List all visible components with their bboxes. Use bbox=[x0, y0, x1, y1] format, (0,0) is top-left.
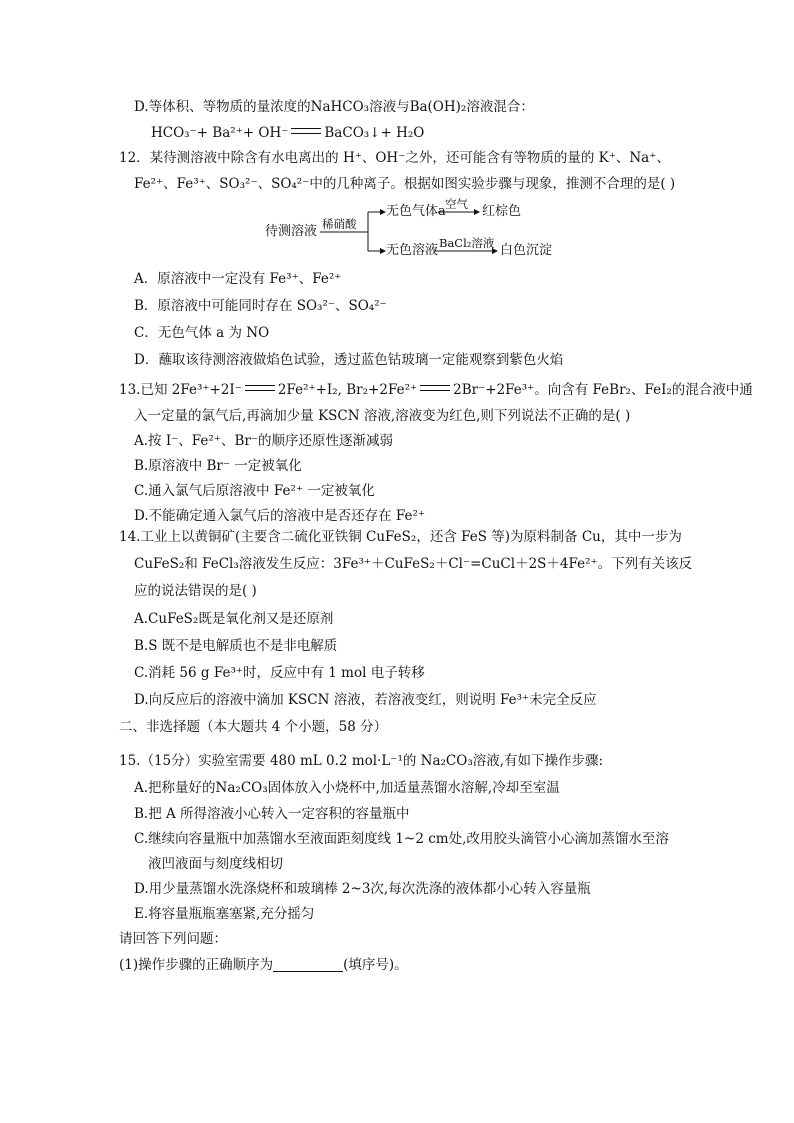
q13-stem-part2: 2Fe²⁺+I₂, Br₂+2Fe²⁺ bbox=[277, 382, 418, 398]
q11-eq-right: BaCO₃↓+ H₂O bbox=[324, 125, 425, 141]
section-heading: 二、非选择题（本大题共 4 个小题，58 分） bbox=[119, 719, 388, 735]
q14-option-b: B.S 既不是电解质也不是非电解质 bbox=[134, 638, 338, 654]
q15-stem: 15.（15分）实验室需要 480 mL 0.2 mol·L⁻¹的 Na₂CO₃溶液,有如下操作步骤: bbox=[119, 753, 604, 769]
q15-step-c: C.继续向容量瓶中加蒸馏水至液面距刻度线 1~2 cm处,改用胶头滴管小心滴加蒸馏水至溶 bbox=[134, 831, 669, 847]
q12-stem-line2: Fe²⁺、Fe³⁺、SO₃²⁻、SO₄²⁻中的几种离子。根据如图实验步骤与现象，推测不合理的是( ) bbox=[134, 176, 676, 192]
q14-option-c: C.消耗 56 g Fe³⁺时，反应中有 1 mol 电子转移 bbox=[134, 665, 425, 681]
q13-option-a: A.按 I⁻、Fe²⁺、Br⁻的顺序还原性逐渐减弱 bbox=[134, 433, 393, 449]
q11-equation bbox=[151, 124, 424, 142]
q14-stem-line3: 应的说法错误的是( ) bbox=[134, 583, 257, 599]
q12-option-a: A．原溶液中一定没有 Fe³⁺、Fe²⁺ bbox=[134, 271, 342, 287]
q13-option-b: B.原溶液中 Br⁻ 一定被氧化 bbox=[134, 458, 302, 474]
q14-option-a: A.CuFeS₂既是氧化剂又是还原剂 bbox=[134, 611, 334, 627]
q15-step-b: B.把 A 所得溶液小心转入一定容积的容量瓶中 bbox=[134, 806, 410, 822]
q14-stem-line2: CuFeS₂和 FeCl₃溶液发生反应：3Fe³⁺＋CuFeS₂＋Cl⁻=CuCl＋2S＋4Fe²⁺。下列有关该反 bbox=[134, 556, 693, 572]
equals-arrow-icon bbox=[291, 128, 321, 134]
arrowhead-icon bbox=[474, 209, 480, 215]
flow-gas-result: 红棕色 bbox=[482, 204, 522, 219]
q13-option-c: C.通入氯气后原溶液中 Fe²⁺ 一定被氧化 bbox=[134, 483, 375, 499]
q14-option-d: D.向反应后的溶液中滴加 KSCN 溶液，若溶液变红，则说明 Fe³⁺未完全反应 bbox=[134, 692, 597, 708]
equals-arrow-icon bbox=[245, 385, 275, 391]
q15-prompt: 请回答下列问题： bbox=[119, 931, 227, 947]
q15-sub1 bbox=[119, 956, 408, 974]
q15-sub1-text: (1)操作步骤的正确顺序为 bbox=[119, 957, 274, 973]
q14-stem-line1: 14.工业上以黄铜矿(主要含二硫化亚铁铜 CuFeS₂，还含 FeS 等)为原料制备 Cu，其中一步为 bbox=[119, 529, 682, 545]
q15-sub1-suffix: (填序号)。 bbox=[343, 957, 408, 973]
q15-step-a: A.把称量好的Na₂CO₃固体放入小烧杯中,加适量蒸馏水溶解,冷却至室温 bbox=[134, 780, 560, 796]
q15-step-c-cont: 液凹液面与刻度线相切 bbox=[148, 856, 283, 872]
q12-flow-diagram bbox=[262, 198, 562, 264]
q12-option-c: C．无色气体 a 为 NO bbox=[134, 325, 270, 341]
q13-stem-part3: 2Br⁻+2Fe³⁺。向含有 FeBr₂、FeI₂的混合液中通 bbox=[453, 382, 753, 398]
q11-eq-left: HCO₃⁻+ Ba²⁺+ OH⁻ bbox=[151, 125, 289, 141]
flow-reagent-nitric-acid: 稀硝酸 bbox=[322, 217, 357, 231]
q12-option-d: D．蘸取该待测溶液做焰色试验，透过蓝色钴玻璃一定能观察到紫色火焰 bbox=[134, 352, 564, 368]
q12-stem-line1: 12．某待测溶液中除含有水电离出的 H⁺、OH⁻之外，还可能含有等物质的量的 K⁺、Na⁺、 bbox=[119, 150, 670, 166]
flow-solution: 无色溶液 bbox=[386, 243, 439, 258]
q15-step-e: E.将容量瓶瓶塞塞紧,充分摇匀 bbox=[134, 906, 315, 922]
q15-step-d: D.用少量蒸馏水洗涤烧杯和玻璃棒 2~3次,每次洗涤的液体都小心转入容量瓶 bbox=[134, 881, 591, 897]
q13-stem-line1 bbox=[119, 381, 753, 399]
q13-stem-line2: 入一定量的氯气后,再滴加少量 KSCN 溶液,溶液变为红色,则下列说法不正确的是( ) bbox=[134, 408, 631, 424]
flow-gas: 无色气体a bbox=[386, 204, 446, 219]
flow-solution-result: 白色沉淀 bbox=[500, 243, 553, 258]
answer-blank[interactable] bbox=[273, 957, 343, 972]
flow-start: 待测溶液 bbox=[265, 224, 318, 239]
q13-option-d: D.不能确定通入氯气后的溶液中是否还存在 Fe²⁺ bbox=[134, 508, 426, 524]
q12-option-b: B．原溶液中可能同时存在 SO₃²⁻、SO₄²⁻ bbox=[134, 298, 387, 314]
q11-option-d: D.等体积、等物质的量浓度的NaHCO₃溶液与Ba(OH)₂溶液混合： bbox=[134, 99, 534, 115]
flow-reagent-air: 空气 bbox=[445, 197, 468, 211]
equals-arrow-icon bbox=[420, 385, 450, 391]
q13-stem-part1: 13.已知 2Fe³⁺+2I⁻ bbox=[119, 382, 242, 398]
flow-reagent-bacl2: BaCl₂溶液 bbox=[439, 236, 495, 250]
